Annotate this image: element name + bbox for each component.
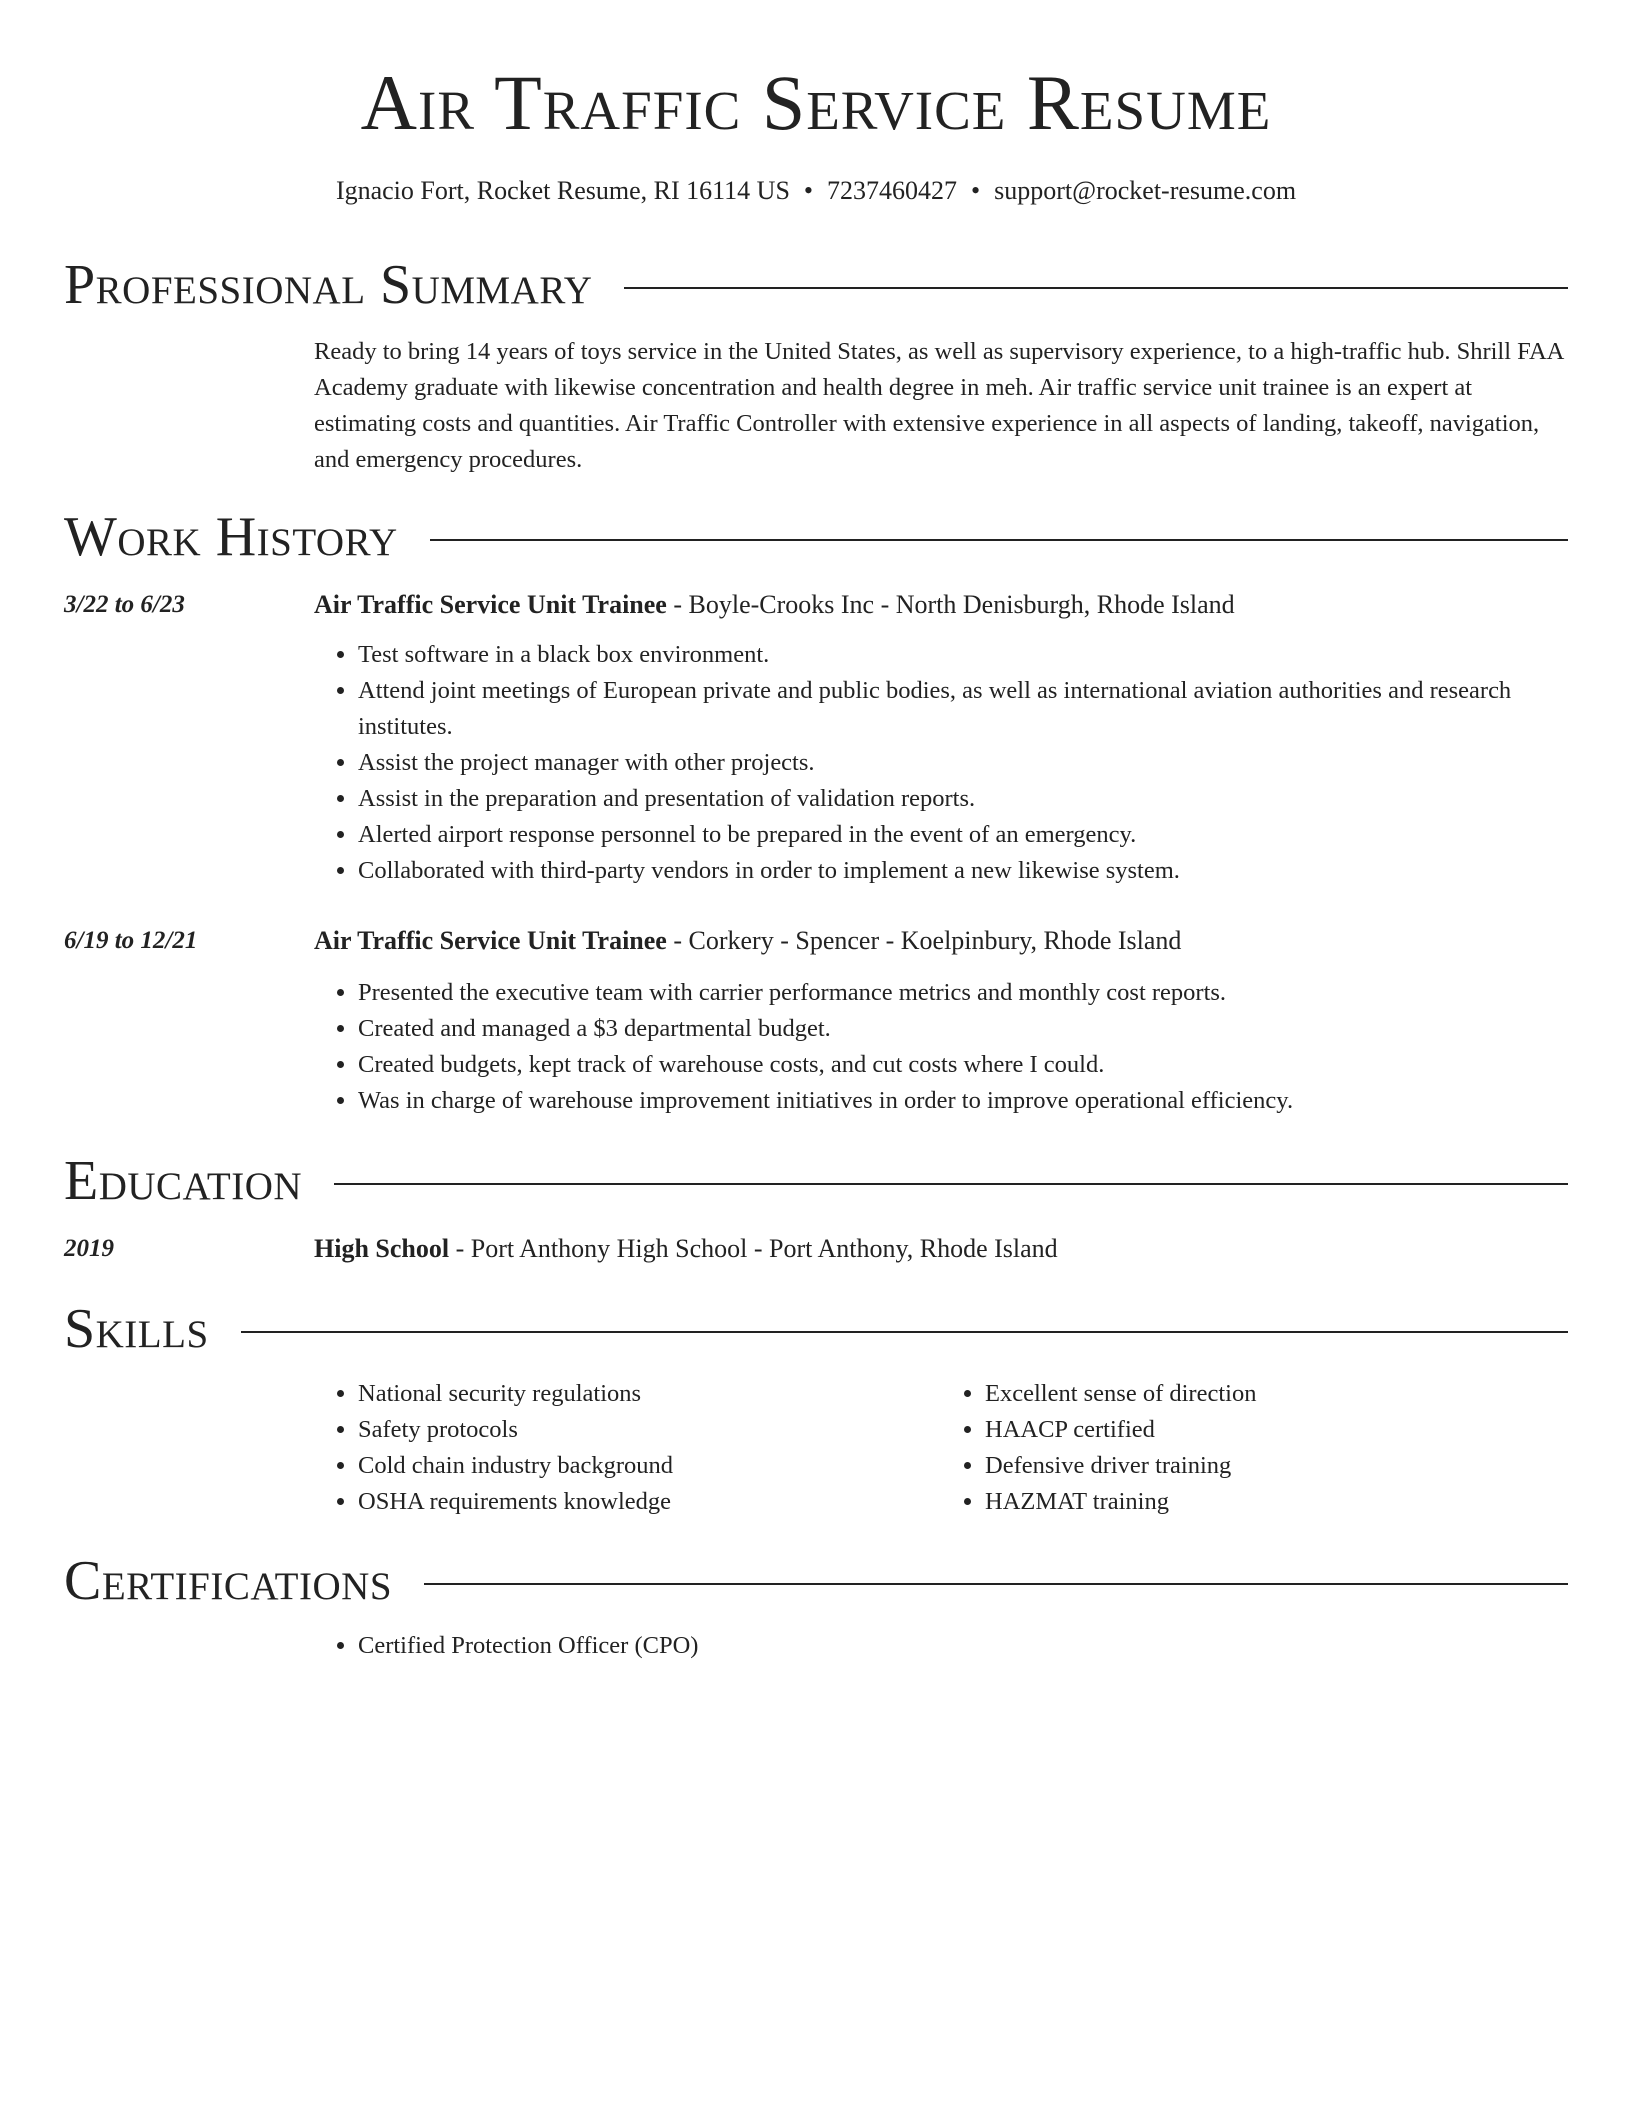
job-bullet: • Attend joint meetings of European private and public bodies, as well as international aviation authorities and research institutes.: [358, 673, 1568, 745]
skill-item: • Excellent sense of direction: [985, 1376, 1568, 1412]
skill-item: • OSHA requirements knowledge: [358, 1484, 941, 1520]
section-divider: [430, 539, 1568, 541]
job-heading: [314, 588, 1568, 622]
job-dates: 3/22 to 6/23: [64, 591, 185, 618]
job-dates: 6/19 to 12/21: [64, 927, 198, 954]
skills-heading: Skills: [64, 1298, 209, 1360]
job-bullet: • Presented the executive team with carrier performance metrics and monthly cost reports.: [358, 975, 1568, 1011]
certifications-list: [314, 1628, 1568, 1664]
skill-item: • HAZMAT training: [985, 1484, 1568, 1520]
work-heading: Work History: [64, 506, 398, 568]
job-bullet: • Assist the project manager with other projects.: [358, 745, 1568, 781]
summary-content: [314, 334, 1568, 478]
job-entry: [314, 924, 1568, 1119]
job-bullets: [314, 637, 1568, 889]
education-heading-line: [314, 1232, 1568, 1266]
job-bullet: • Alerted airport response personnel to be prepared in the event of an emergency.: [358, 817, 1568, 853]
contact-separator: •: [971, 176, 981, 205]
work-section-header: [64, 504, 1568, 570]
skill-item: • Safety protocols: [358, 1412, 941, 1448]
education-section-header: [64, 1148, 1568, 1214]
skills-grid: [314, 1376, 1568, 1520]
job-title: Air Traffic Service Unit Trainee: [314, 926, 667, 955]
summary-heading: Professional Summary: [64, 254, 593, 316]
resume-title: Air Traffic Service Resume: [360, 59, 1272, 146]
education-entry: [314, 1232, 1568, 1266]
skill-item: • Defensive driver training: [985, 1448, 1568, 1484]
section-divider: [334, 1183, 1568, 1185]
education-details: - Port Anthony High School - Port Anthony, Rhode Island: [449, 1234, 1058, 1263]
certification-item: • Certified Protection Officer (CPO): [358, 1628, 1568, 1664]
certifications-content: [314, 1628, 1568, 1664]
section-divider: [424, 1583, 1568, 1585]
education-degree: High School: [314, 1234, 450, 1263]
skill-item: • Cold chain industry background: [358, 1448, 941, 1484]
job-entry: [314, 588, 1568, 889]
job-title: Air Traffic Service Unit Trainee: [314, 590, 667, 619]
contact-separator: •: [803, 176, 814, 205]
job-bullets: [314, 975, 1568, 1119]
skills-list-right: [941, 1376, 1568, 1520]
section-divider: [241, 1331, 1568, 1333]
job-heading: [314, 924, 1568, 958]
summary-section-header: [64, 252, 1568, 318]
education-heading: Education: [64, 1150, 303, 1212]
job-bullet: • Test software in a black box environment.: [358, 637, 1568, 673]
summary-text: Ready to bring 14 years of toys service in the United States, as well as supervisory experience, to a high-traffic hub. Shrill FAA Academy graduate with likewise concentration and health degree in meh. Air traffic service unit trainee is an expert at estimating costs and quantities. Air Traffic Controller with extensive experience in all aspects of landing, takeoff, navigation, and emergency procedures.: [314, 338, 1563, 473]
contact-email[interactable]: support@rocket-resume.com: [994, 176, 1297, 205]
contact-address: Ignacio Fort, Rocket Resume, RI 16114 US: [335, 176, 790, 205]
education-year: 2019: [64, 1235, 114, 1262]
certifications-heading: Certifications: [64, 1550, 393, 1612]
job-bullet: • Created budgets, kept track of warehouse costs, and cut costs where I could.: [358, 1047, 1568, 1083]
job-bullet: • Assist in the preparation and presentation of validation reports.: [358, 781, 1568, 817]
section-divider: [624, 287, 1568, 289]
contact-line: [0, 174, 1632, 208]
skill-item: • National security regulations: [358, 1376, 941, 1412]
skills-section-header: [64, 1296, 1568, 1362]
job-bullet: • Collaborated with third-party vendors in order to implement a new likewise system.: [358, 853, 1568, 889]
skill-item: • HAACP certified: [985, 1412, 1568, 1448]
skills-list-left: [314, 1376, 941, 1520]
job-bullet: • Created and managed a $3 departmental budget.: [358, 1011, 1568, 1047]
job-details: - Boyle-Crooks Inc - North Denisburgh, Rhode Island: [666, 590, 1235, 619]
job-bullet: • Was in charge of warehouse improvement initiatives in order to improve operational efficiency.: [358, 1083, 1568, 1119]
certifications-section-header: [64, 1548, 1568, 1614]
contact-phone: 7237460427: [827, 176, 958, 205]
job-details: - Corkery - Spencer - Koelpinbury, Rhode Island: [666, 926, 1182, 955]
